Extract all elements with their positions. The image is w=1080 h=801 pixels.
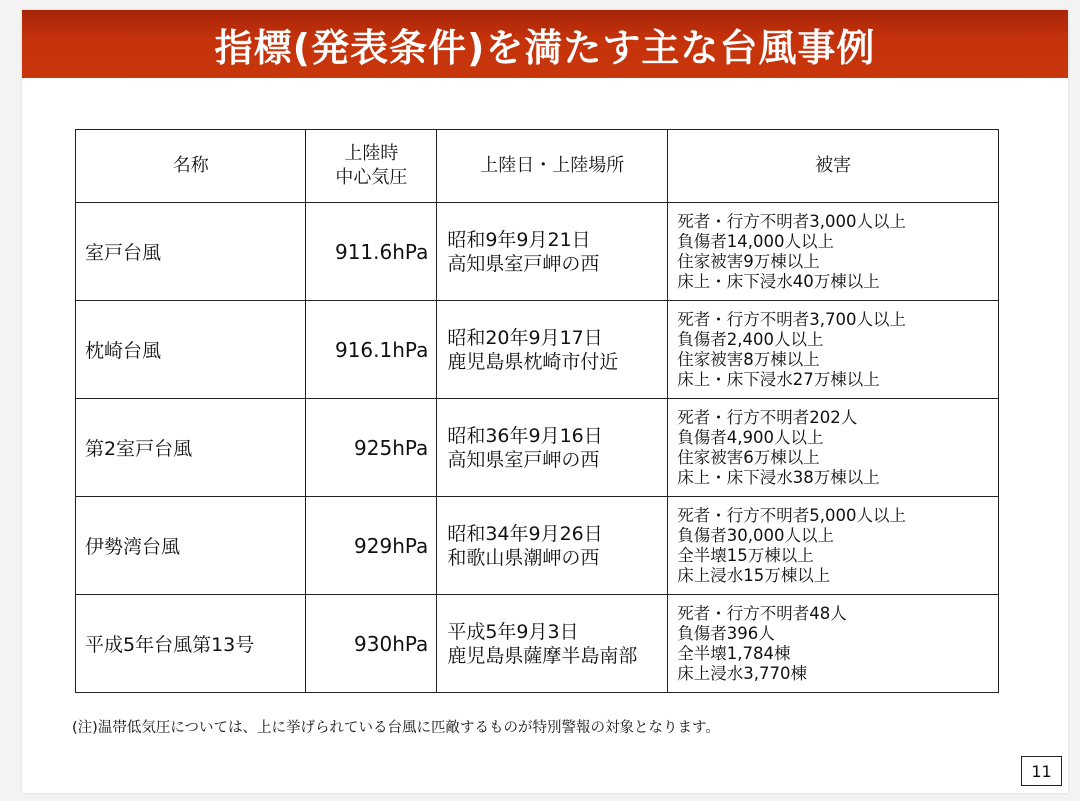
table-row	[76, 595, 999, 693]
header-pressure-line2: 中心気圧	[335, 167, 408, 188]
typhoon-name: 室戸台風	[76, 203, 306, 301]
landfall-cell	[437, 301, 668, 399]
central-pressure: 911.6hPa	[306, 203, 437, 301]
central-pressure: 930hPa	[306, 595, 437, 693]
landfall-date: 昭和9年9月21日	[447, 228, 591, 251]
landfall-date: 昭和20年9月17日	[447, 326, 603, 349]
damage-line: 死者・行方不明者48人	[677, 603, 847, 623]
landfall-date: 平成5年9月3日	[447, 620, 579, 643]
damage-line: 全半壊15万棟以上	[677, 545, 814, 565]
damage-cell	[668, 301, 999, 399]
damage-line: 床上浸水3,770棟	[677, 663, 807, 683]
damage-line: 死者・行方不明者3,000人以上	[677, 211, 906, 231]
header-name: 名称	[76, 130, 306, 203]
central-pressure: 929hPa	[306, 497, 437, 595]
landfall-place: 鹿児島県薩摩半島南部	[447, 644, 638, 667]
damage-line: 全半壊1,784棟	[677, 643, 791, 663]
table-row	[76, 301, 999, 399]
header-pressure	[306, 130, 437, 203]
header-pressure-line1: 上陸時	[344, 143, 399, 164]
landfall-cell	[437, 497, 668, 595]
landfall-date: 昭和36年9月16日	[447, 424, 603, 447]
damage-line: 住家被害9万棟以上	[677, 251, 820, 271]
table-row	[76, 399, 999, 497]
footnote: (注)温帯低気圧については、上に挙げられている台風に匹敵するものが特別警報の対象となります。	[72, 720, 720, 736]
damage-line: 死者・行方不明者3,700人以上	[677, 309, 906, 329]
landfall-cell	[437, 203, 668, 301]
damage-line: 負傷者396人	[677, 623, 775, 643]
slide	[22, 10, 1068, 793]
header-landfall: 上陸日・上陸場所	[437, 130, 668, 203]
damage-cell	[668, 203, 999, 301]
damage-line: 負傷者14,000人以上	[677, 231, 834, 251]
title-bar	[22, 10, 1068, 78]
typhoon-name: 枕崎台風	[76, 301, 306, 399]
damage-line: 床上・床下浸水27万棟以上	[677, 369, 880, 389]
landfall-place: 和歌山県潮岬の西	[447, 546, 600, 569]
damage-line: 負傷者30,000人以上	[677, 525, 834, 545]
damage-cell	[668, 595, 999, 693]
damage-line: 住家被害8万棟以上	[677, 349, 820, 369]
damage-cell	[668, 497, 999, 595]
landfall-date: 昭和34年9月26日	[447, 522, 603, 545]
landfall-place: 高知県室戸岬の西	[447, 448, 600, 471]
damage-line: 床上・床下浸水40万棟以上	[677, 271, 880, 291]
landfall-cell	[437, 399, 668, 497]
damage-line: 負傷者4,900人以上	[677, 427, 824, 447]
landfall-place: 高知県室戸岬の西	[447, 252, 600, 275]
table-row	[76, 203, 999, 301]
page-title: 指標(発表条件)を満たす主な台風事例	[214, 25, 876, 70]
damage-cell	[668, 399, 999, 497]
typhoon-name: 平成5年台風第13号	[76, 595, 306, 693]
typhoon-name: 伊勢湾台風	[76, 497, 306, 595]
damage-line: 床上浸水15万棟以上	[677, 565, 831, 585]
header-damage: 被害	[668, 130, 999, 203]
damage-line: 死者・行方不明者202人	[677, 407, 858, 427]
landfall-place: 鹿児島県枕崎市付近	[447, 350, 619, 373]
table-header-row	[76, 130, 999, 203]
damage-line: 床上・床下浸水38万棟以上	[677, 467, 880, 487]
table-row	[76, 497, 999, 595]
central-pressure: 916.1hPa	[306, 301, 437, 399]
damage-line: 住家被害6万棟以上	[677, 447, 820, 467]
central-pressure: 925hPa	[306, 399, 437, 497]
damage-line: 負傷者2,400人以上	[677, 329, 824, 349]
page-number: 11	[1021, 756, 1062, 786]
landfall-cell	[437, 595, 668, 693]
typhoon-name: 第2室戸台風	[76, 399, 306, 497]
typhoon-table	[75, 129, 999, 693]
damage-line: 死者・行方不明者5,000人以上	[677, 505, 906, 525]
